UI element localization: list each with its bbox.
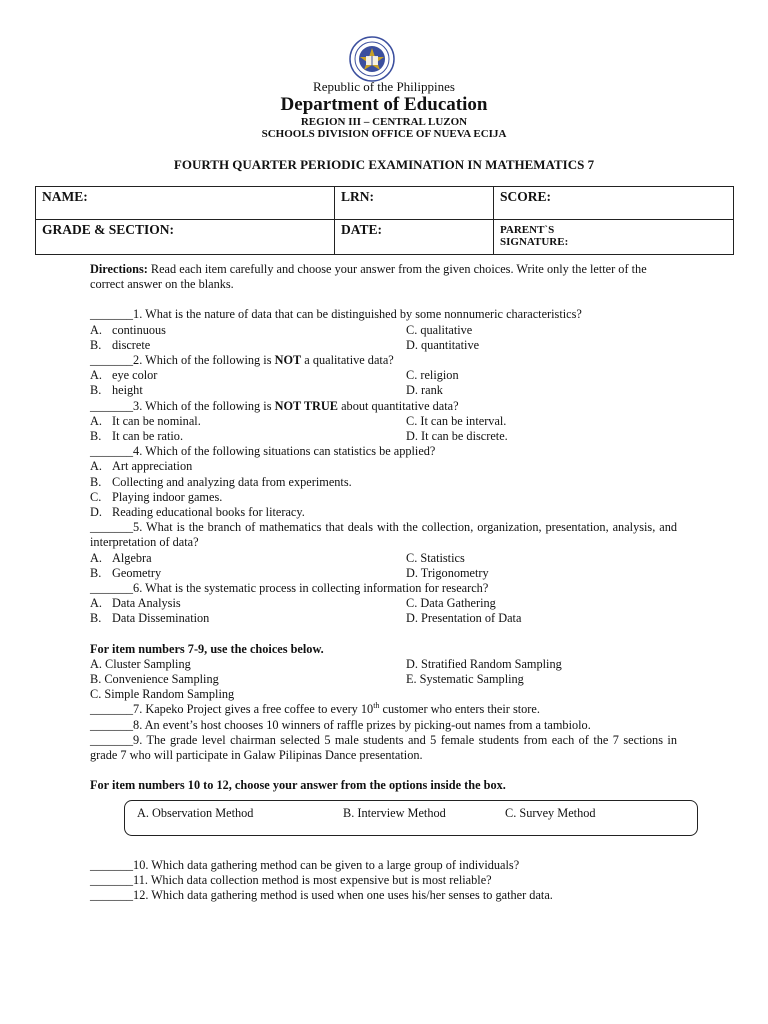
options-row: [90, 368, 677, 383]
date-field[interactable]: [335, 220, 494, 255]
answer-blank[interactable]: _______: [90, 887, 134, 902]
option-c: C. qualitative: [406, 322, 473, 337]
lrn-field[interactable]: [335, 187, 494, 220]
options-row: [90, 323, 677, 338]
deped-seal-icon: [349, 36, 395, 82]
option-letter: A.: [90, 596, 102, 611]
option-letter: A.: [90, 459, 102, 474]
option-a: continuous: [112, 322, 166, 337]
parent-label: PARENT`S: [500, 224, 555, 236]
option-letter: B.: [90, 429, 102, 444]
answer-blank[interactable]: _______: [90, 872, 134, 887]
option-d: D. rank: [406, 383, 443, 398]
choice-e: E. Systematic Sampling: [406, 672, 524, 687]
choices-row: [90, 672, 677, 687]
region-line: REGION III – CENTRAL LUZON: [300, 116, 468, 128]
question-7: [90, 702, 677, 717]
question-1: [90, 307, 677, 322]
grade-section-label: GRADE & SECTION:: [42, 222, 175, 237]
option-letter: D.: [90, 505, 102, 520]
box-option-a: A. Observation Method: [137, 805, 254, 820]
name-label: NAME:: [42, 189, 88, 204]
option-d: [90, 505, 677, 520]
option-c: C. religion: [406, 368, 459, 383]
option-b: Data Dissemination: [112, 611, 210, 626]
signature-label: SIGNATURE:: [500, 236, 569, 248]
date-label: DATE:: [341, 222, 383, 237]
option-letter: B.: [90, 337, 102, 352]
question-text: 12. Which data gathering method is used when one uses his/her senses to gather data.: [133, 887, 553, 902]
question-text: 3. Which of the following is: [133, 398, 275, 413]
options-row: [90, 414, 677, 429]
option-c: C. Data Gathering: [406, 596, 496, 611]
section-heading-text: For item numbers 7-9, use the choices below.: [90, 641, 324, 656]
directions-text: Read each item carefully and choose your answer from the given choices. Write only the letter of the correct answer on the blanks.: [90, 262, 647, 292]
answer-blank[interactable]: _______: [90, 353, 134, 368]
option-b: [90, 475, 677, 490]
choice-b: B. Convenience Sampling: [90, 672, 219, 687]
option-a: Data Analysis: [112, 596, 181, 611]
question-5: [90, 520, 677, 550]
box-option-c: C. Survey Method: [505, 805, 596, 820]
option-c: C. Statistics: [406, 550, 465, 565]
question-text: 8. An event’s host chooses 10 winners of raffle prizes by picking-out names from a tambiolo.: [133, 717, 591, 732]
question-text: 4. Which of the following situations can statistics be applied?: [133, 444, 436, 459]
question-10: [90, 858, 677, 873]
option-b: It can be ratio.: [112, 429, 184, 444]
question-2: [90, 353, 677, 368]
options-row: [90, 383, 677, 398]
options-row: [90, 566, 677, 581]
option-letter: A.: [90, 322, 102, 337]
question-text: 1. What is the nature of data that can be distinguished by some nonnumeric characteristics?: [133, 307, 582, 322]
options-row: [90, 551, 677, 566]
option-d: D. Presentation of Data: [406, 611, 522, 626]
question-emphasis: NOT TRUE: [274, 398, 339, 413]
grade-section-field[interactable]: [36, 220, 335, 255]
option-letter: A.: [90, 413, 102, 428]
name-field[interactable]: [36, 187, 335, 220]
section-heading-text: For item numbers 10 to 12, choose your answer from the options inside the box.: [90, 778, 506, 793]
question-11: [90, 873, 677, 888]
option-a: It can be nominal.: [112, 413, 201, 428]
question-text: 5. What is the branch of mathematics that deals with the collection, organization, presentation, analysis, and interpretation of data?: [90, 520, 677, 550]
exam-content: [90, 262, 677, 903]
question-emphasis: NOT: [274, 353, 302, 368]
question-12: [90, 888, 677, 903]
question-9: [90, 733, 677, 763]
republic-line: Republic of the Philippines: [313, 79, 455, 94]
choice-d: D. Stratified Random Sampling: [406, 656, 562, 671]
options-row: [90, 429, 677, 444]
option-letter: A.: [90, 550, 102, 565]
options-box: [124, 800, 698, 836]
options-row: [90, 596, 677, 611]
answer-blank[interactable]: _______: [90, 857, 134, 872]
option-letter: B.: [90, 383, 102, 398]
option-letter: B.: [90, 565, 102, 580]
choice-a: A. Cluster Sampling: [90, 656, 191, 671]
option-c: [90, 490, 677, 505]
option-d: D. Trigonometry: [406, 565, 489, 580]
question-text: a qualitative data?: [301, 353, 394, 368]
option-b: discrete: [112, 337, 151, 352]
option-text: Art appreciation: [112, 459, 193, 474]
answer-blank[interactable]: _______: [90, 702, 134, 717]
question-text: 10. Which data gathering method can be given to a large group of individuals?: [133, 857, 520, 872]
section-heading-7-9: [90, 642, 677, 657]
exam-title: FOURTH QUARTER PERIODIC EXAMINATION IN MATHEMATICS 7: [173, 157, 595, 172]
answer-blank[interactable]: _______: [90, 520, 134, 535]
lrn-label: LRN:: [341, 189, 374, 204]
score-field[interactable]: [494, 187, 734, 220]
answer-blank[interactable]: _______: [90, 398, 134, 413]
parent-signature-field[interactable]: [494, 220, 734, 255]
option-letter: A.: [90, 368, 102, 383]
option-a: [90, 459, 677, 474]
box-option-b: B. Interview Method: [343, 805, 446, 820]
option-letter: B.: [90, 474, 102, 489]
directions: [90, 262, 677, 292]
option-d: D. It can be discrete.: [406, 429, 508, 444]
question-text: 7. Kapeko Project gives a free coffee to every 10: [133, 702, 374, 717]
question-8: [90, 718, 677, 733]
option-a: eye color: [112, 368, 158, 383]
answer-blank[interactable]: _______: [90, 732, 134, 747]
question-text: 9. The grade level chairman selected 5 male students and 5 female students from each of the 7 sections in grade 7 who will participate in Galaw Pilipinas Dance presentation.: [90, 732, 677, 763]
option-a: Algebra: [112, 550, 152, 565]
question-4: [90, 444, 677, 459]
question-text: customer who enters their store.: [379, 702, 540, 717]
option-b: Geometry: [112, 565, 162, 580]
option-letter: C.: [90, 489, 102, 504]
question-3: [90, 399, 677, 414]
question-text: about quantitative data?: [338, 398, 459, 413]
option-text: Playing indoor games.: [112, 489, 223, 504]
student-info-table: [35, 186, 734, 255]
ordinal-suffix: th: [373, 701, 380, 711]
option-text: Reading educational books for literacy.: [112, 505, 305, 520]
option-letter: B.: [90, 611, 102, 626]
question-text: 6. What is the systematic process in collecting information for research?: [133, 581, 489, 596]
option-c: C. It can be interval.: [406, 413, 507, 428]
answer-blank[interactable]: _______: [90, 717, 134, 732]
option-d: D. quantitative: [406, 337, 480, 352]
directions-label: Directions:: [90, 262, 148, 276]
options-row: [90, 611, 677, 626]
choices-row: [90, 657, 677, 672]
answer-blank[interactable]: _______: [90, 307, 134, 322]
question-6: [90, 581, 677, 596]
answer-blank[interactable]: _______: [90, 581, 134, 596]
division-line: SCHOOLS DIVISION OFFICE OF NUEVA ECIJA: [261, 128, 507, 140]
option-text: Collecting and analyzing data from experiments.: [112, 474, 352, 489]
answer-blank[interactable]: _______: [90, 444, 134, 459]
question-text: 11. Which data collection method is most expensive but is most reliable?: [133, 872, 492, 887]
section-heading-10-12: [90, 778, 677, 793]
department-title: Department of Education: [280, 94, 488, 115]
choice-c: C. Simple Random Sampling: [90, 687, 235, 702]
option-b: height: [112, 383, 143, 398]
score-label: SCORE:: [500, 189, 552, 204]
question-text: 2. Which of the following is: [133, 353, 275, 368]
options-row: [90, 338, 677, 353]
